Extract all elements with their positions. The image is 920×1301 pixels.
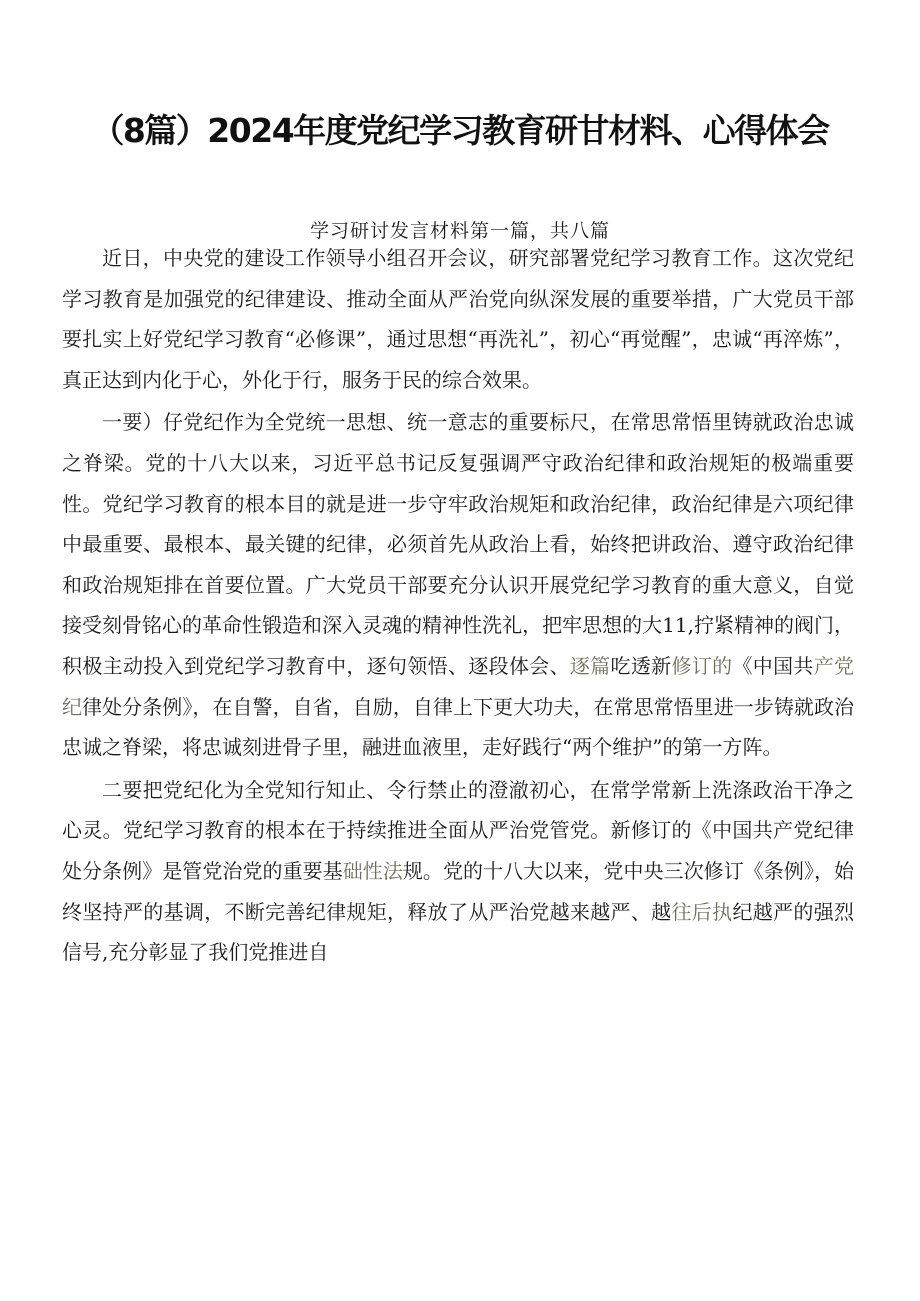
document-subtitle: 学习研讨发言材料第一篇，共八篇	[309, 220, 610, 242]
text-segment: 纪越严的强烈信号,充分彰显了我们党推进自	[62, 899, 855, 965]
text-segment: 《中国共	[732, 653, 814, 678]
document-title: （8篇）2024年度党纪学习教育研甘材料、心得体会	[91, 111, 829, 150]
text-segment: 律处分条例》，在自警，自省，自励，自律上下更大功夫，在常思常悟里进一步铸就政治忠诚之脊梁，将忠诚刻进骨子里，融进血液里，走好践行“两个维护”的第一方阵。	[62, 694, 855, 760]
highlighted-text-segment: 修订的	[671, 653, 733, 678]
highlighted-text-segment: 往后执	[671, 899, 733, 924]
highlighted-text-segment: 产党纪	[62, 653, 855, 719]
document-body	[62, 238, 854, 973]
highlighted-text-segment: 础性法	[342, 858, 403, 883]
highlighted-text-segment: 逐篇	[569, 653, 611, 678]
paragraph-point-one	[62, 402, 854, 767]
paragraph-point-two	[62, 770, 854, 973]
text-segment: 二要把党纪化为全党知行知止、令行禁止的澄澈初心，在常学常新上洗涤政治干净之心灵。党纪学习教育的根本在于持续推进全面从严治党管党。新修订的《中国共产党纪律处分条例》是管党治党的重要基	[62, 777, 854, 883]
text-segment: 吃透新	[610, 653, 672, 678]
paragraph-intro	[62, 238, 854, 400]
text-segment: 近日，中央党的建设工作领导小组召开会议，研究部署党纪学习教育工作。这次党纪学习教育是加强党的纪律建设、推动全面从严治党向纵深发展的重要举措，广大党员干部要扎实上好党纪学习教育“必修课”，通过思想“再洗礼”，初心“再觉醒”，忠诚“再淬炼”，真正达到内化于心，外化于行，服务于民的综合效果。	[62, 246, 854, 392]
text-segment: 一要）仔党纪作为全党统一思想、统一意志的重要标尺，在常思常悟里铸就政治忠诚之脊梁。党的十八大以来，习近平总书记反复强调严守政治纪律和政治规矩的极端重要性。党纪学习教育的根本目的就是进一步守牢政治规矩和政治纪律，政治纪律是六项纪律中最重要、最根本、最关键的纪律，必须首先从政治上看，始终把讲政治、遵守政治纪律和政治规矩排在首要位置。广大党员干部要充分认识开展党纪学习教育的重大意义，自觉接受刻骨铭心的革命性锻造和深入灵魂的精神性洗礼，把牢思想的大11,拧紧精神的阀门，积极主动投入到党纪学习教育中，逐句领悟、逐段体会、	[62, 410, 854, 678]
text-segment: 规。党的十八大以来，党中央三次修订《条例》，始终坚持严的基调，不断完善纪律规矩，释放了从严治党越来越严、越	[62, 858, 855, 924]
